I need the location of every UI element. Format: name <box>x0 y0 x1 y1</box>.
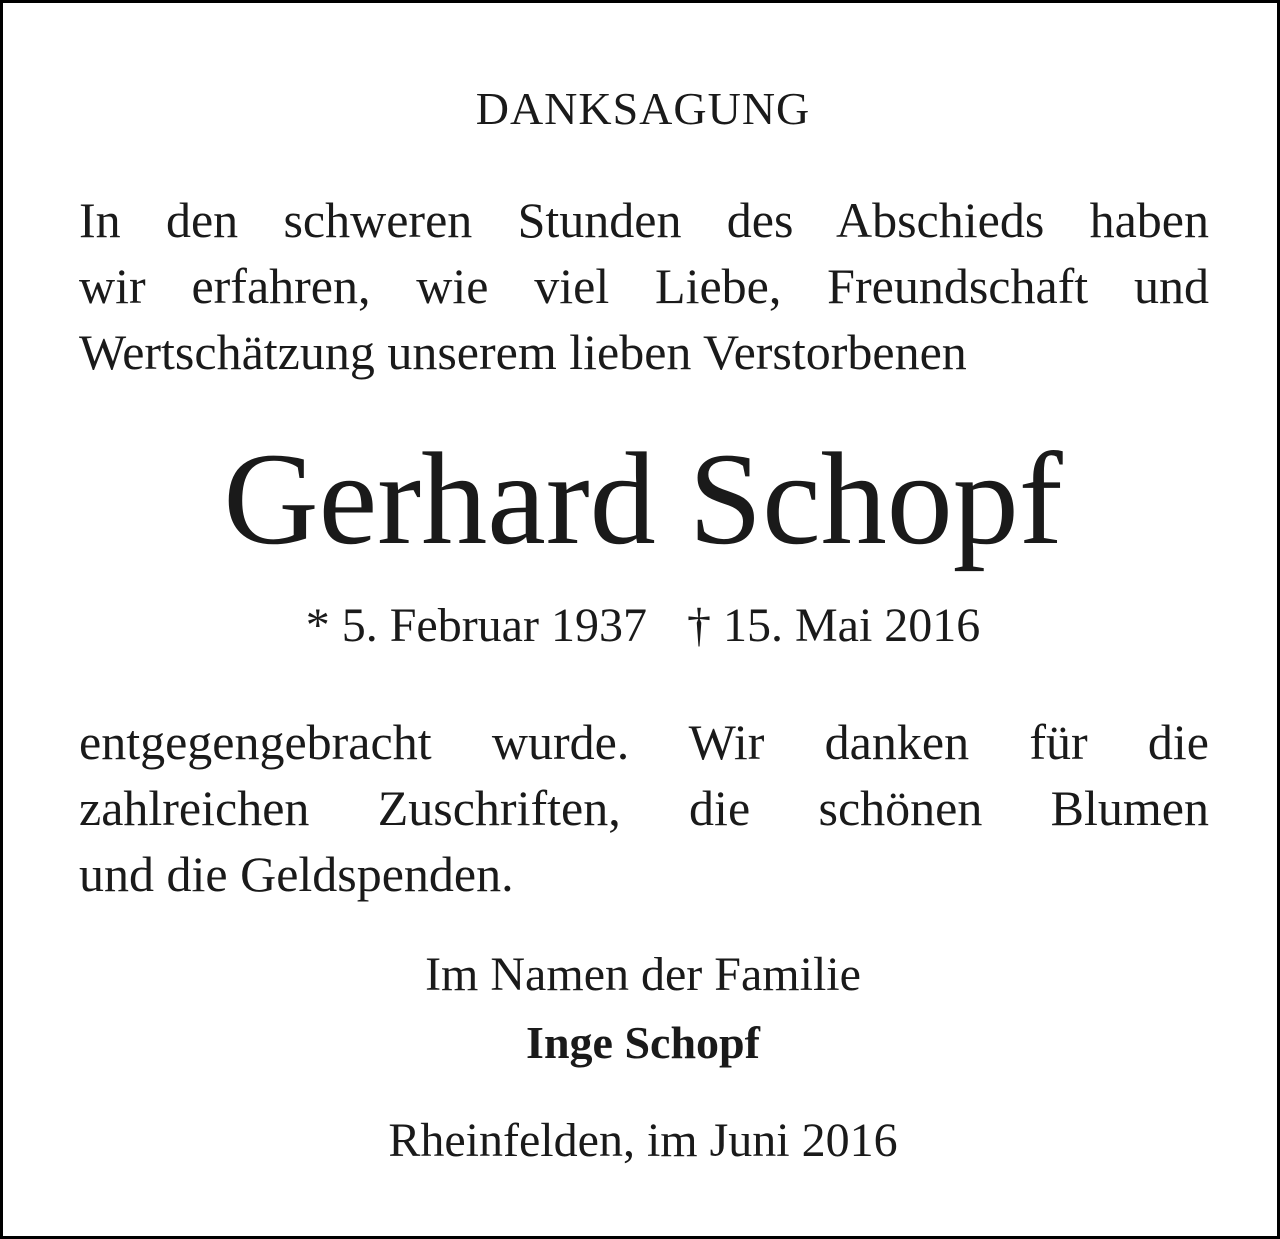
intro-line: Wertschätzung unserem lieben Verstorbenen <box>79 324 967 380</box>
signer-name: Inge Schopf <box>526 1017 760 1068</box>
thanks-line: entgegengebracht wurde. Wir danken für die <box>79 714 1209 770</box>
place-date: Rheinfelden, im Juni 2016 <box>388 1114 898 1167</box>
birth-date: * 5. Februar 1937 <box>305 599 647 652</box>
notice-heading: DANKSAGUNG <box>475 83 811 134</box>
deceased-name: Gerhard Schopf <box>223 425 1063 572</box>
intro-line: In den schweren Stunden des Abschieds haben <box>79 192 1209 248</box>
thanks-line: zahlreichen Zuschriften, die schönen Blumen <box>79 780 1209 836</box>
thanks-line: und die Geldspenden. <box>79 846 514 902</box>
life-dates <box>3 595 1280 657</box>
death-date: † 15. Mai 2016 <box>686 599 981 652</box>
on-behalf-text: Im Namen der Familie <box>425 948 861 1001</box>
intro-line: wir erfahren, wie viel Liebe, Freundschaft und <box>79 258 1209 314</box>
